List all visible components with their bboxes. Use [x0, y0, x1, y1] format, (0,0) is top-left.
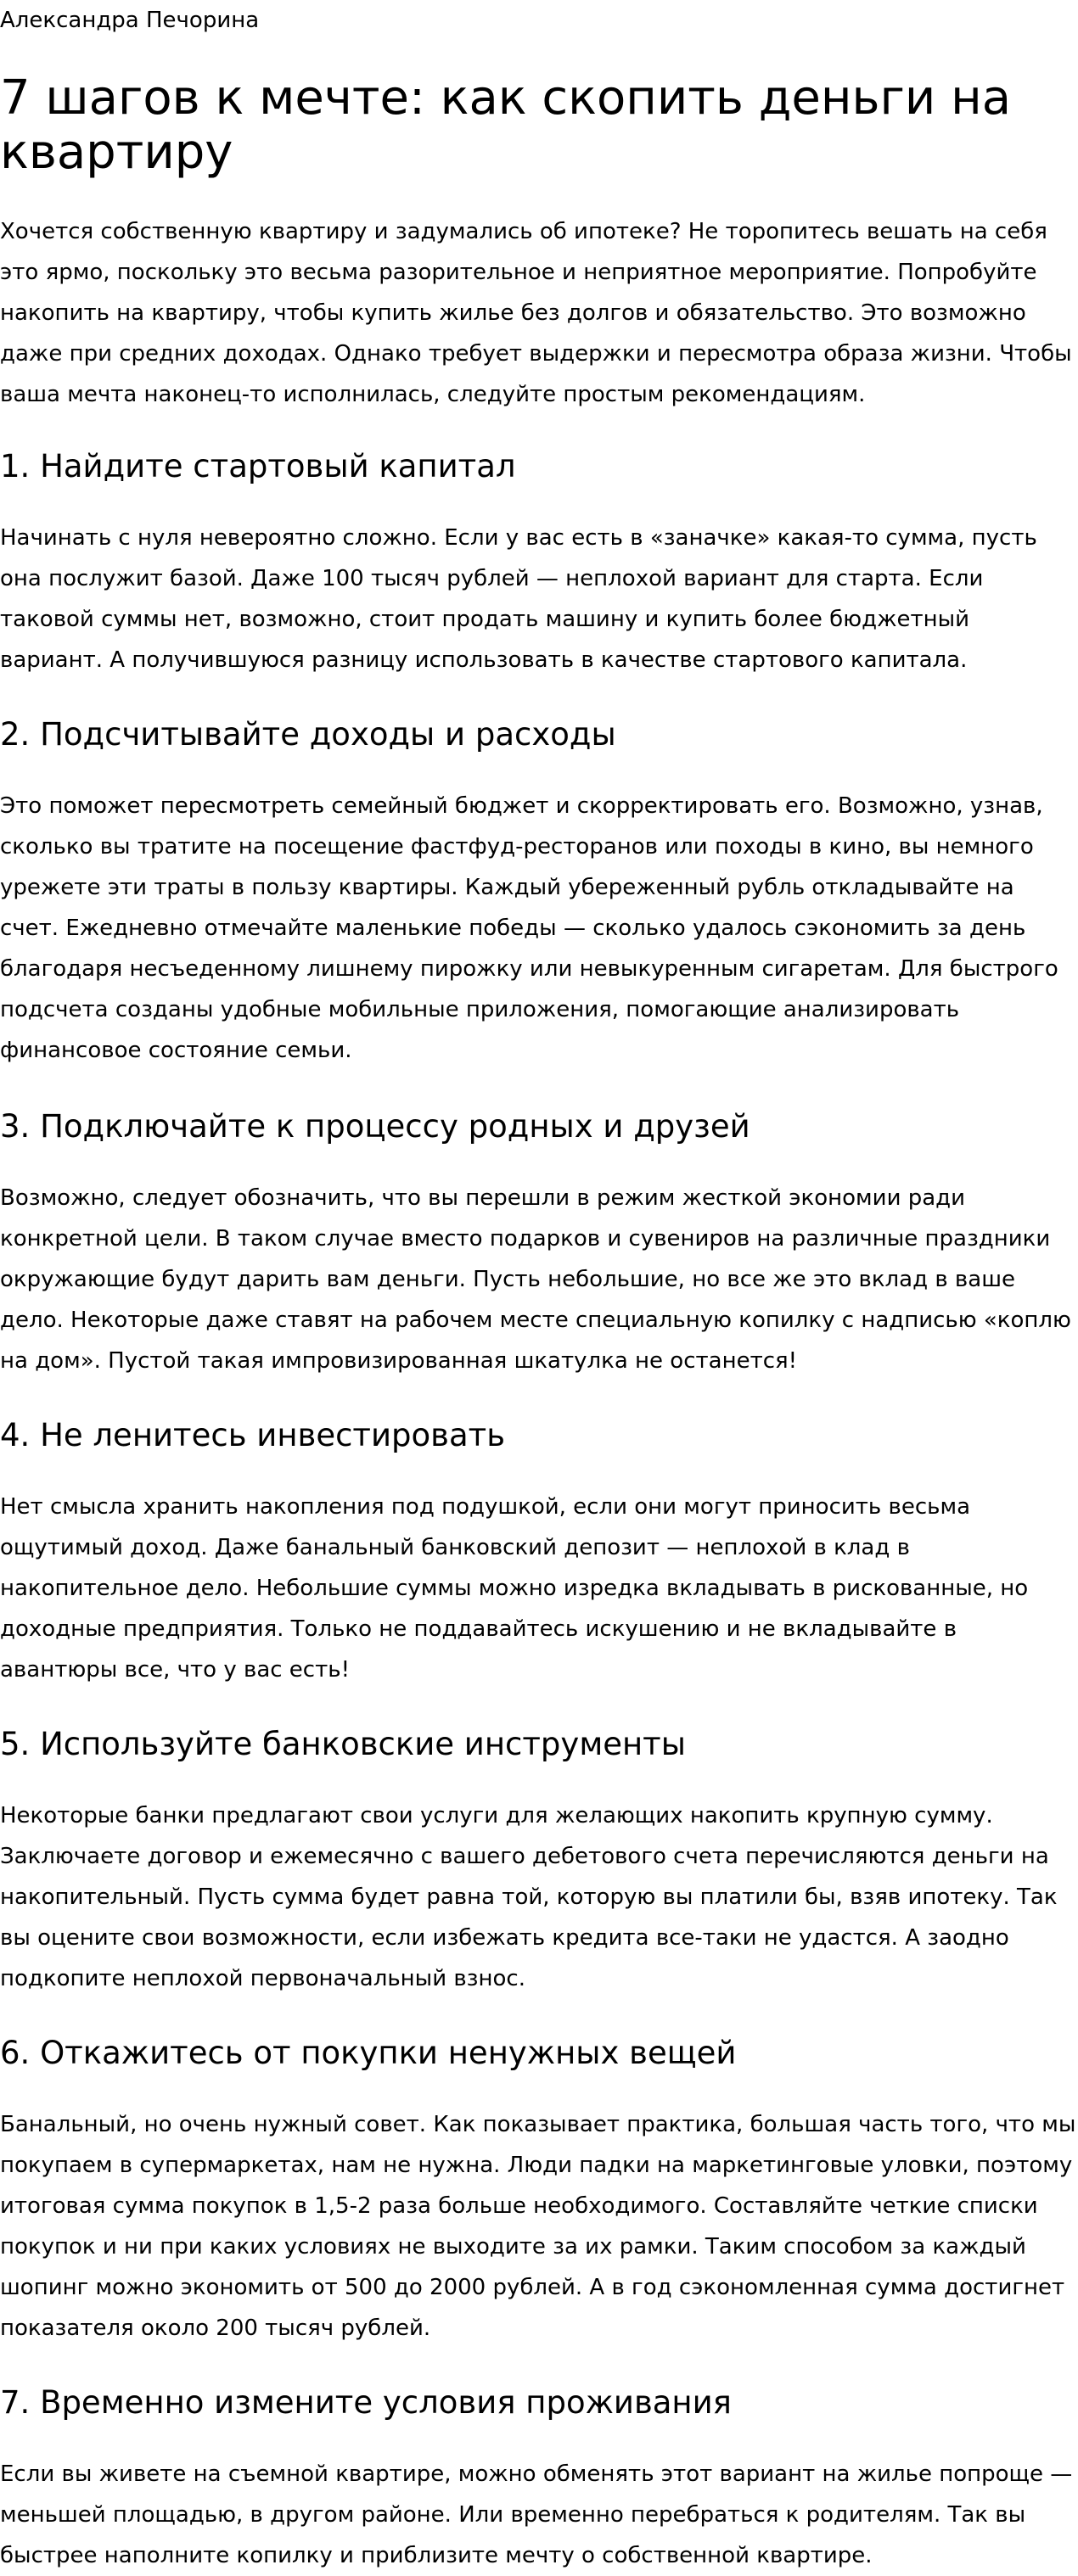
section-heading-7: 7. Временно измените условия проживания: [0, 2384, 732, 2421]
section-text-6: Банальный, но очень нужный совет. Как показывает практика, большая часть того, что мы покупаем в супермаркетах, нам не нужна. Люди падки на маркетинговые уловки, поэтому итоговая сумма покупок в 1,5-2 раза больше необходимого. Составляйте четкие списки покупок и ни при каких условиях не выходите за их рамки. Таким способом за каждый шопинг можно экономить от 500 до 2000 рублей. А в год сэкономленная сумма достигнет показателя около 200 тысяч рублей.: [0, 2112, 1076, 2341]
section-heading-6: 6. Откажитесь от покупки ненужных вещей: [0, 2035, 737, 2071]
article-lead: Хочется собственную квартиру и задумались об ипотеке? Не торопитесь вешать на себя это ярмо, поскольку это весьма разорительное и неприятное мероприятие. Попробуйте накопить на квартиру, чтобы купить жилье без долгов и обязательство. Это возможно даже при средних доходах. Однако требует выдержки и пересмотра образа жизни. Чтобы ваша мечта наконец-то исполнилась, следуйте простым рекомендациям.: [0, 219, 1072, 407]
section-text-5: Некоторые банки предлагают свои услуги для желающих накопить крупную сумму. Заключаете договор и ежемесячно с вашего дебетового счета перечисляются деньги на накопительный. Пусть сумма будет равна той, которую вы платили бы, взяв ипотеку. Так вы оцените свои возможности, если избежать кредита все-таки не удастся. А заодно подкопите неплохой первоначальный взнос.: [0, 1803, 1058, 1991]
author-name: Александра Печорина: [0, 8, 260, 33]
section-heading-4: 4. Не ленитесь инвестировать: [0, 1417, 505, 1453]
section-text-1: Начинать с нуля невероятно сложно. Если у вас есть в «заначке» какая-то сумма, пусть она послужит базой. Даже 100 тысяч рублей — неплохой вариант для старта. Если таковой суммы нет, возможно, стоит продать машину и купить более бюджетный вариант. А получившуюся разницу использовать в качестве стартового капитала.: [0, 525, 1037, 673]
section-text-2: Это поможет пересмотреть семейный бюджет и скорректировать его. Возможно, узнав, сколько вы тратите на посещение фастфуд-ресторанов или походы в кино, вы немного урежете эти траты в пользу квартиры. Каждый убереженный рубль откладывайте на счет. Ежедневно отмечайте маленькие победы — сколько удалось сэкономить за день благодаря несъеденному лишнему пирожку или невыкуренным сигаретам. Для быстрого подсчета созданы удобные мобильные приложения, помогающие анализировать финансовое состояние семьи.: [0, 793, 1058, 1063]
section-text-4: Нет смысла хранить накопления под подушкой, если они могут приносить весьма ощутимый доход. Даже банальный банковский депозит — неплохой в клад в накопительное дело. Небольшие суммы можно изредка вкладывать в рискованные, но доходные предприятия. Только не поддавайтесь искушению и не вкладывайте в авантюры все, что у вас есть!: [0, 1494, 1029, 1683]
section-heading-3: 3. Подключайте к процессу родных и друзей: [0, 1108, 750, 1145]
section-text-7: Если вы живете на съемной квартире, можно обменять этот вариант на жилье попроще — меньшей площадью, в другом районе. Или временно перебраться к родителям. Так вы быстрее наполните копилку и приблизите мечту о собственной квартире.: [0, 2461, 1073, 2568]
section-heading-2: 2. Подсчитывайте доходы и расходы: [0, 716, 616, 753]
section-text-3: Возможно, следует обозначить, что вы перешли в режим жесткой экономии ради конкретной цели. В таком случае вместо подарков и сувениров на различные праздники окружающие будут дарить вам деньги. Пусть небольшие, но все же это вклад в ваше дело. Некоторые даже ставят на рабочем месте специальную копилку с надписью «коплю на дом». Пустой такая импровизированная шкатулка не останется!: [0, 1185, 1071, 1374]
section-heading-1: 1. Найдите стартовый капитал: [0, 448, 516, 484]
article-title: 7 шагов к мечте: как скопить деньги на квартиру: [0, 70, 1012, 180]
section-heading-5: 5. Используйте банковские инструменты: [0, 1726, 686, 1762]
